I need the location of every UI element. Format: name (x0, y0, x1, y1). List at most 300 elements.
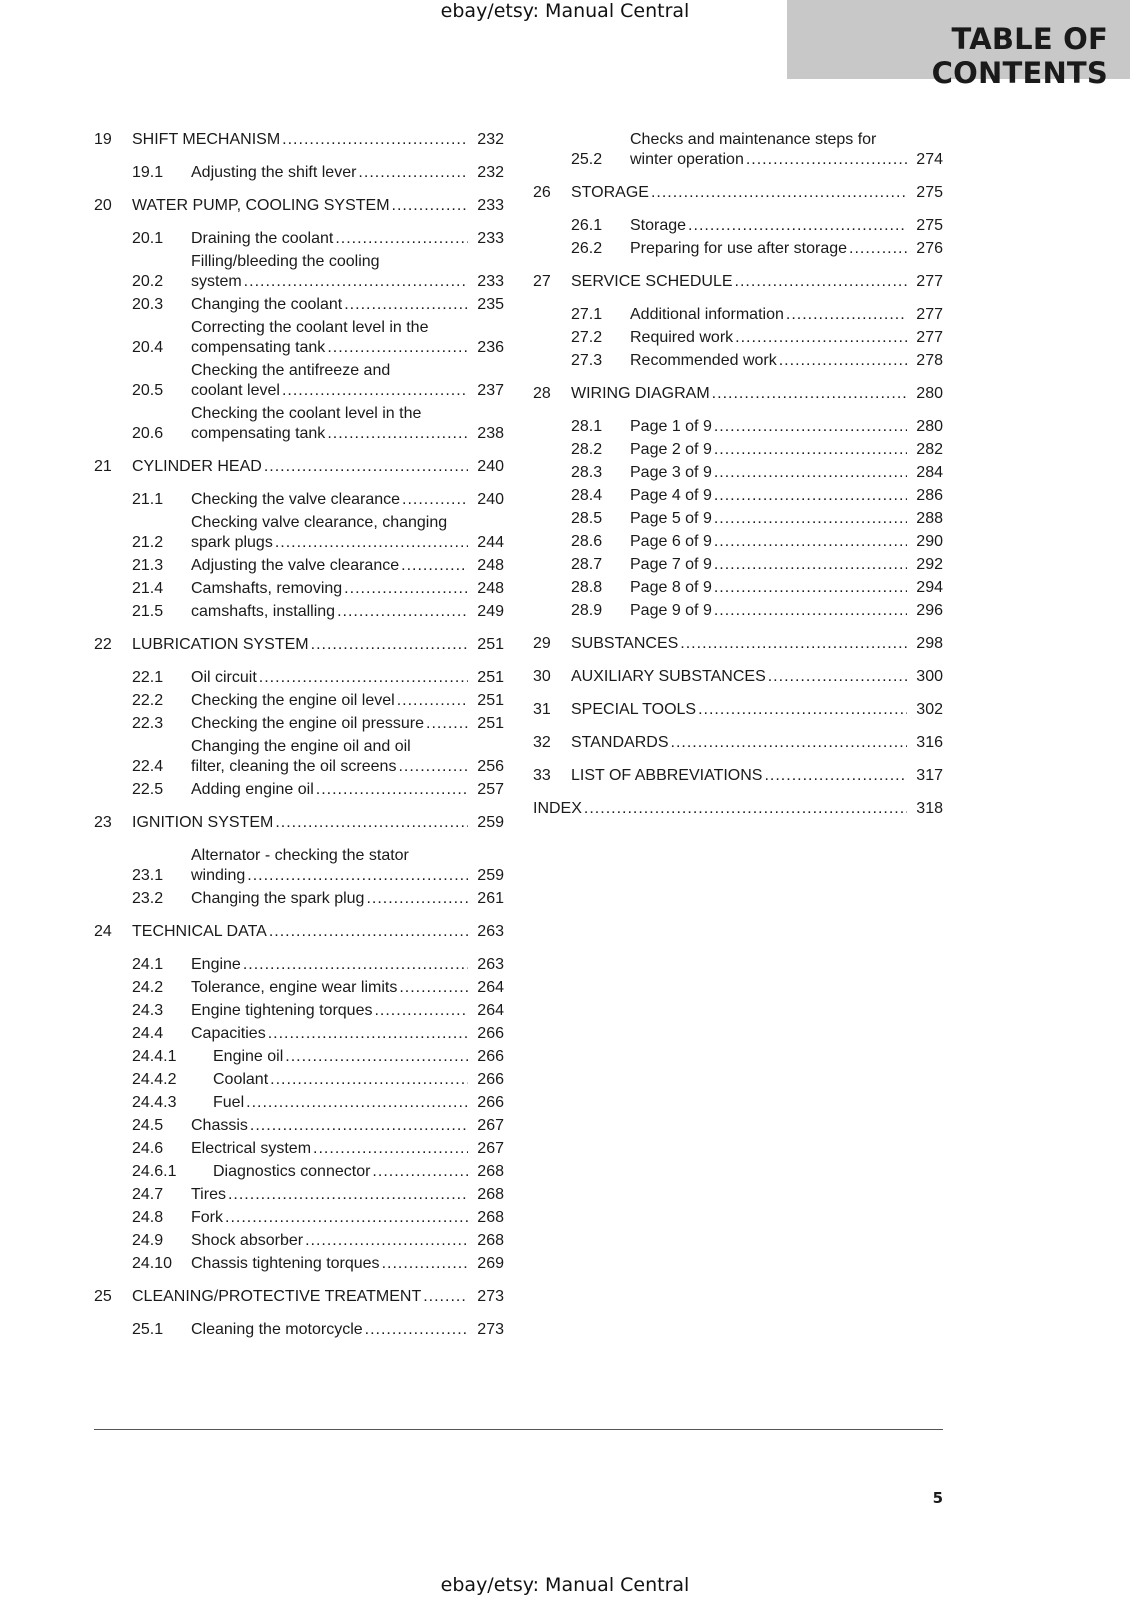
toc-entry-title: SHIFT MECHANISM (132, 131, 281, 148)
toc-section-entry[interactable] (94, 490, 504, 510)
toc-entry-title: SPECIAL TOOLS (571, 701, 697, 718)
dot-leader (714, 601, 907, 621)
toc-entry-title: Checks and maintenance steps for (630, 131, 877, 148)
dot-leader (372, 1162, 468, 1182)
toc-entry-title: Page 1 of 9 (630, 418, 712, 435)
toc-entry-page: 251 (477, 636, 504, 653)
toc-entry-page: 275 (916, 217, 943, 234)
toc-entry-title: Changing the coolant (191, 296, 343, 313)
dot-leader (313, 1139, 468, 1159)
toc-entry-page: 264 (477, 1002, 504, 1019)
dot-leader (285, 1047, 468, 1067)
toc-chapter-entry[interactable] (94, 635, 504, 655)
toc-entry-title: Checking the valve clearance (191, 491, 401, 508)
toc-entry-page: 268 (477, 1209, 504, 1226)
toc-entry-page: 294 (916, 579, 943, 596)
toc-entry-number: 23 (94, 814, 112, 831)
toc-entry-number: 28.7 (571, 556, 603, 573)
toc-entry-number: 24.1 (132, 956, 164, 973)
toc-entry-title: STORAGE (571, 184, 649, 201)
toc-entry-page: 266 (477, 1071, 504, 1088)
page-title: TABLE OF CONTENTS (787, 0, 1130, 79)
toc-entry-page: 251 (477, 669, 504, 686)
toc-section-entry[interactable] (533, 351, 943, 371)
toc-entry-title: Fuel (213, 1094, 245, 1111)
toc-section-entry[interactable] (94, 714, 504, 734)
dot-leader (671, 733, 908, 753)
dot-leader (398, 757, 468, 777)
toc-entry-page: 273 (477, 1288, 504, 1305)
toc-entry-page: 233 (477, 230, 504, 247)
toc-entry-page: 277 (916, 306, 943, 323)
toc-entry-number: 24.7 (132, 1186, 164, 1203)
toc-entry-page: 268 (477, 1163, 504, 1180)
toc-entry-title: Adding engine oil (191, 781, 314, 798)
toc-entry-page: 273 (477, 1321, 504, 1338)
footer-divider (94, 1429, 943, 1430)
toc-entry-page: 318 (916, 800, 943, 817)
toc-entry-page: 288 (916, 510, 943, 527)
toc-entry-page: 286 (916, 487, 943, 504)
toc-entry-number: 26.2 (571, 240, 603, 257)
toc-entry-number: 25.2 (571, 151, 603, 168)
toc-entry-title-continued: compensating tank (191, 339, 326, 356)
dot-leader (344, 295, 468, 315)
dot-leader (651, 183, 907, 203)
dot-leader (680, 634, 907, 654)
toc-section-entry[interactable] (94, 780, 504, 800)
dot-leader (714, 417, 907, 437)
toc-entry-page: 263 (477, 923, 504, 940)
toc-entry-page: 261 (477, 890, 504, 907)
toc-entry-title: TECHNICAL DATA (132, 923, 267, 940)
toc-entry-title: Page 5 of 9 (630, 510, 712, 527)
toc-section-entry[interactable] (94, 1162, 504, 1182)
toc-section-entry[interactable] (94, 404, 504, 444)
toc-entry-number: 28.6 (571, 533, 603, 550)
dot-leader (382, 1254, 468, 1274)
dot-leader (423, 1287, 468, 1307)
toc-entry-page: 266 (477, 1048, 504, 1065)
toc-entry-page: 240 (477, 491, 504, 508)
toc-entry-page: 248 (477, 580, 504, 597)
toc-section-entry[interactable] (94, 513, 504, 553)
dot-leader (270, 1070, 468, 1090)
toc-chapter-entry[interactable] (533, 667, 943, 687)
toc-entry-number: 20.2 (132, 273, 164, 290)
toc-entry-title: Checking the engine oil level (191, 692, 395, 709)
toc-entry-title: Alternator - checking the stator (191, 847, 409, 864)
toc-section-entry[interactable] (94, 602, 504, 622)
dot-leader (259, 668, 468, 688)
toc-section-entry[interactable] (533, 216, 943, 236)
toc-entry-number: 22.4 (132, 758, 164, 775)
toc-chapter-entry[interactable] (94, 1287, 504, 1307)
toc-entry-title: Page 7 of 9 (630, 556, 712, 573)
dot-leader (584, 799, 907, 819)
toc-section-entry[interactable] (94, 163, 504, 183)
toc-section-entry[interactable] (533, 440, 943, 460)
toc-entry-page: 276 (916, 240, 943, 257)
toc-section-entry[interactable] (533, 555, 943, 575)
toc-entry-number: 24.4.1 (132, 1048, 177, 1065)
toc-entry-number: 24 (94, 923, 112, 940)
toc-entry-title: Engine (191, 956, 241, 973)
toc-section-entry[interactable] (94, 1254, 504, 1274)
toc-entry-number: 24.6 (132, 1140, 164, 1157)
toc-entry-title: Diagnostics connector (213, 1163, 371, 1180)
toc-section-entry[interactable] (94, 1231, 504, 1251)
toc-entry-title: Page 2 of 9 (630, 441, 712, 458)
toc-entry-number: 20.6 (132, 425, 164, 442)
toc-entry-title: Correcting the coolant level in the (191, 319, 429, 336)
toc-entry-title: Storage (630, 217, 687, 234)
toc-chapter-entry[interactable] (94, 196, 504, 216)
toc-section-entry[interactable] (533, 532, 943, 552)
toc-entry-number: 24.4.2 (132, 1071, 177, 1088)
toc-entry-title: Chassis tightening torques (191, 1255, 380, 1272)
toc-entry-title: AUXILIARY SUBSTANCES (571, 668, 766, 685)
toc-section-entry[interactable] (94, 1116, 504, 1136)
toc-entry-page: 284 (916, 464, 943, 481)
toc-chapter-entry[interactable] (533, 183, 943, 203)
toc-entry-number: 24.5 (132, 1117, 164, 1134)
toc-entry-page: 274 (916, 151, 943, 168)
dot-leader (365, 1320, 468, 1340)
toc-entry-number: 26 (533, 184, 551, 201)
toc-entry-number: 20.1 (132, 230, 164, 247)
toc-entry-title: Checking valve clearance, changing (191, 514, 448, 531)
toc-section-entry[interactable] (94, 579, 504, 599)
toc-section-entry[interactable] (94, 556, 504, 576)
toc-entry-page: 259 (477, 867, 504, 884)
dot-leader (688, 216, 907, 236)
toc-section-entry[interactable] (94, 1208, 504, 1228)
toc-entry-page: 233 (477, 273, 504, 290)
toc-entry-number: 27 (533, 273, 551, 290)
toc-entry-number: 24.3 (132, 1002, 164, 1019)
toc-entry-number: 19.1 (132, 164, 164, 181)
toc-section-entry[interactable] (533, 130, 943, 170)
dot-leader (714, 463, 907, 483)
toc-entry-number: 27.1 (571, 306, 603, 323)
dot-leader (712, 384, 907, 404)
toc-section-entry[interactable] (94, 361, 504, 401)
toc-entry-page: 280 (916, 385, 943, 402)
toc-entry-page: 302 (916, 701, 943, 718)
toc-chapter-entry[interactable] (533, 700, 943, 720)
toc-chapter-entry[interactable] (533, 733, 943, 753)
toc-entry-number: 21.4 (132, 580, 164, 597)
toc-entry-page: 296 (916, 602, 943, 619)
toc-entry-number: 33 (533, 767, 551, 784)
toc-entry-number: 26.1 (571, 217, 603, 234)
toc-entry-title: Page 8 of 9 (630, 579, 712, 596)
toc-entry-page: 266 (477, 1094, 504, 1111)
toc-entry-title: CYLINDER HEAD (132, 458, 262, 475)
toc-chapter-entry[interactable] (533, 766, 943, 786)
toc-entry-number: 28.8 (571, 579, 603, 596)
toc-entry-number: 21 (94, 458, 112, 475)
watermark-top: ebay/etsy: Manual Central (440, 0, 690, 22)
toc-entry-page: 277 (916, 273, 943, 290)
dot-leader (358, 163, 468, 183)
toc-entry-number: 31 (533, 701, 551, 718)
toc-entry-number: 22.5 (132, 781, 164, 798)
toc-entry-number: 19 (94, 131, 112, 148)
dot-leader (269, 922, 468, 942)
toc-entry-title-continued: coolant level (191, 382, 280, 399)
toc-entry-number: 23.1 (132, 867, 164, 884)
toc-entry-title-continued: compensating tank (191, 425, 326, 442)
dot-leader (244, 272, 468, 292)
toc-entry-title: Shock absorber (191, 1232, 304, 1249)
toc-section-entry[interactable] (94, 318, 504, 358)
dot-leader (714, 532, 907, 552)
toc-entry-number: 20 (94, 197, 112, 214)
dot-leader (397, 691, 468, 711)
toc-entry-number: 24.4 (132, 1025, 164, 1042)
dot-leader (282, 130, 468, 150)
toc-entry-title: Checking the engine oil pressure (191, 715, 425, 732)
dot-leader (275, 533, 468, 553)
toc-entry-title: Page 4 of 9 (630, 487, 712, 504)
toc-entry-page: 237 (477, 382, 504, 399)
dot-leader (275, 813, 468, 833)
toc-section-entry[interactable] (533, 417, 943, 437)
toc-entry-number: 28.4 (571, 487, 603, 504)
toc-section-entry[interactable] (94, 1047, 504, 1067)
dot-leader (735, 272, 907, 292)
toc-entry-title: Capacities (191, 1025, 266, 1042)
dot-leader (714, 555, 907, 575)
dot-leader (786, 305, 907, 325)
toc-entry-page: 316 (916, 734, 943, 751)
toc-entry-page: 269 (477, 1255, 504, 1272)
toc-entry-page: 238 (477, 425, 504, 442)
dot-leader (228, 1185, 468, 1205)
toc-entry-title: LUBRICATION SYSTEM (132, 636, 309, 653)
dot-leader (264, 457, 468, 477)
dot-leader (849, 239, 907, 259)
toc-section-entry[interactable] (94, 1024, 504, 1044)
toc-entry-title: Tolerance, engine wear limits (191, 979, 398, 996)
toc-entry-title: Checking the coolant level in the (191, 405, 422, 422)
toc-entry-page: 282 (916, 441, 943, 458)
toc-entry-number: 20.5 (132, 382, 164, 399)
dot-leader (714, 486, 907, 506)
toc-section-entry[interactable] (94, 295, 504, 315)
toc-entry-page: 232 (477, 164, 504, 181)
toc-entry-number: 20.3 (132, 296, 164, 313)
dot-leader (247, 866, 468, 886)
toc-entry-title: Engine oil (213, 1048, 284, 1065)
toc-entry-title: Fork (191, 1209, 223, 1226)
toc-section-entry[interactable] (94, 691, 504, 711)
toc-entry-page: 275 (916, 184, 943, 201)
toc-entry-page: 298 (916, 635, 943, 652)
dot-leader (225, 1208, 468, 1228)
toc-chapter-entry[interactable] (94, 813, 504, 833)
toc-entry-page: 233 (477, 197, 504, 214)
toc-chapter-entry[interactable] (533, 272, 943, 292)
toc-entry-title: Engine tightening torques (191, 1002, 373, 1019)
toc-entry-title: Electrical system (191, 1140, 312, 1157)
toc-entry-title: WATER PUMP, COOLING SYSTEM (132, 197, 390, 214)
toc-entry-title: Cleaning the motorcycle (191, 1321, 363, 1338)
toc-entry-title: Coolant (213, 1071, 269, 1088)
toc-entry-number: 32 (533, 734, 551, 751)
toc-entry-page: 256 (477, 758, 504, 775)
dot-leader (735, 328, 907, 348)
toc-entry-title: CLEANING/PROTECTIVE TREATMENT (132, 1288, 422, 1305)
dot-leader (402, 490, 468, 510)
toc-section-entry[interactable] (94, 229, 504, 249)
toc-section-entry[interactable] (94, 1320, 504, 1340)
watermark-bottom: ebay/etsy: Manual Central (440, 1574, 690, 1596)
toc-entry-page: 317 (916, 767, 943, 784)
toc-entry-number: 21.5 (132, 603, 164, 620)
toc-entry-page: 268 (477, 1232, 504, 1249)
toc-entry-title: Oil circuit (191, 669, 257, 686)
toc-section-entry[interactable] (533, 328, 943, 348)
toc-entry-title: Page 9 of 9 (630, 602, 712, 619)
toc-left-column (94, 130, 504, 1340)
toc-entry-title-continued: system (191, 273, 242, 290)
toc-section-entry[interactable] (94, 978, 504, 998)
toc-section-entry[interactable] (94, 668, 504, 688)
toc-entry-number: 21.2 (132, 534, 164, 551)
dot-leader (714, 509, 907, 529)
toc-entry-title: Chassis (191, 1117, 248, 1134)
toc-entry-page: 251 (477, 692, 504, 709)
dot-leader (305, 1231, 468, 1251)
toc-entry-number: 28.2 (571, 441, 603, 458)
dot-leader (714, 440, 907, 460)
toc-section-entry[interactable] (533, 486, 943, 506)
toc-entry-page: 232 (477, 131, 504, 148)
toc-section-entry[interactable] (94, 955, 504, 975)
page-number: 5 (932, 1489, 943, 1507)
toc-entry-title: Page 6 of 9 (630, 533, 712, 550)
toc-entry-title: WIRING DIAGRAM (571, 385, 710, 402)
toc-entry-page: 251 (477, 715, 504, 732)
toc-entry-page: 266 (477, 1025, 504, 1042)
dot-leader (243, 955, 468, 975)
toc-entry-number: 28 (533, 385, 551, 402)
toc-chapter-entry[interactable] (94, 130, 504, 150)
toc-section-entry[interactable] (94, 252, 504, 292)
toc-entry-title: Additional information (630, 306, 784, 323)
dot-leader (268, 1024, 468, 1044)
dot-leader (426, 714, 468, 734)
toc-section-entry[interactable] (533, 239, 943, 259)
toc-section-entry[interactable] (94, 1093, 504, 1113)
toc-section-entry[interactable] (94, 1070, 504, 1090)
toc-entry-number: 28.9 (571, 602, 603, 619)
toc-entry-number: 22.2 (132, 692, 164, 709)
dot-leader (401, 556, 468, 576)
toc-section-entry[interactable] (533, 601, 943, 621)
toc-entry-page: 235 (477, 296, 504, 313)
toc-entry-page: 277 (916, 329, 943, 346)
toc-section-entry[interactable] (94, 846, 504, 886)
toc-entry-title: IGNITION SYSTEM (132, 814, 274, 831)
toc-entry-page: 290 (916, 533, 943, 550)
toc-entry-page: 244 (477, 534, 504, 551)
toc-entry-title: LIST OF ABBREVIATIONS (571, 767, 763, 784)
dot-leader (316, 780, 468, 800)
toc-entry-page: 249 (477, 603, 504, 620)
dot-leader (392, 196, 468, 216)
toc-section-entry[interactable] (94, 889, 504, 909)
toc-entry-number: 20.4 (132, 339, 164, 356)
toc-chapter-entry[interactable] (94, 922, 504, 942)
toc-entry-page: 267 (477, 1117, 504, 1134)
toc-entry-page: 248 (477, 557, 504, 574)
toc-chapter-entry[interactable] (94, 457, 504, 477)
toc-entry-page: 278 (916, 352, 943, 369)
toc-entry-number: 23.2 (132, 890, 164, 907)
toc-entry-number: 21.1 (132, 491, 164, 508)
toc-entry-title: INDEX (533, 800, 582, 817)
toc-entry-title-continued: filter, cleaning the oil screens (191, 758, 397, 775)
toc-entry-number: 29 (533, 635, 551, 652)
toc-entry-page: 300 (916, 668, 943, 685)
toc-chapter-entry[interactable] (533, 799, 943, 819)
dot-leader (366, 889, 468, 909)
dot-leader (282, 381, 468, 401)
toc-entry-page: 267 (477, 1140, 504, 1157)
toc-entry-title: STANDARDS (571, 734, 669, 751)
toc-entry-title: SUBSTANCES (571, 635, 679, 652)
dot-leader (250, 1116, 468, 1136)
toc-entry-number: 22 (94, 636, 112, 653)
toc-entry-title: Tires (191, 1186, 226, 1203)
toc-section-entry[interactable] (94, 1139, 504, 1159)
toc-section-entry[interactable] (533, 463, 943, 483)
toc-chapter-entry[interactable] (533, 384, 943, 404)
toc-entry-title-continued: spark plugs (191, 534, 273, 551)
toc-entry-title: Page 3 of 9 (630, 464, 712, 481)
toc-right-column (533, 130, 943, 819)
toc-section-entry[interactable] (94, 737, 504, 777)
toc-entry-number: 25.1 (132, 1321, 164, 1338)
toc-section-entry[interactable] (533, 305, 943, 325)
toc-entry-number: 25 (94, 1288, 112, 1305)
toc-entry-title: Preparing for use after storage (630, 240, 848, 257)
dot-leader (335, 229, 468, 249)
toc-entry-title: Changing the engine oil and oil (191, 738, 411, 755)
dot-leader (246, 1093, 468, 1113)
dot-leader (374, 1001, 468, 1021)
toc-section-entry[interactable] (533, 578, 943, 598)
dot-leader (714, 578, 907, 598)
dot-leader (768, 667, 907, 687)
toc-section-entry[interactable] (533, 509, 943, 529)
toc-chapter-entry[interactable] (533, 634, 943, 654)
toc-entry-title: camshafts, installing (191, 603, 336, 620)
toc-section-entry[interactable] (94, 1185, 504, 1205)
dot-leader (399, 978, 468, 998)
toc-entry-number: 22.1 (132, 669, 164, 686)
toc-entry-title: Checking the antifreeze and (191, 362, 391, 379)
toc-entry-number: 24.4.3 (132, 1094, 177, 1111)
toc-entry-number: 24.8 (132, 1209, 164, 1226)
toc-entry-page: 280 (916, 418, 943, 435)
dot-leader (337, 602, 468, 622)
toc-section-entry[interactable] (94, 1001, 504, 1021)
